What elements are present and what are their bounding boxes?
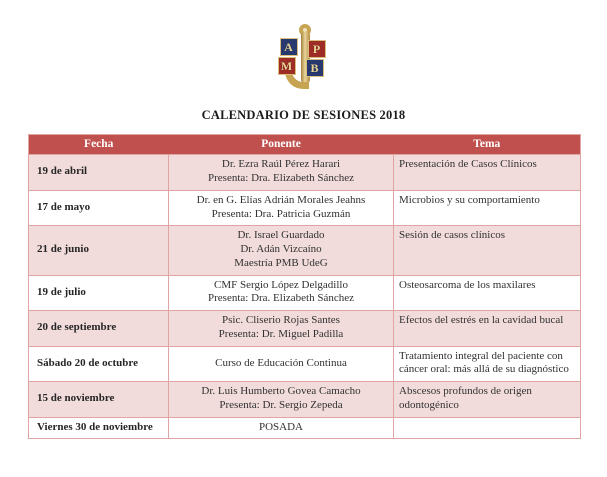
cell-tema: Presentación de Casos Clínicos bbox=[394, 155, 581, 191]
cell-ponente bbox=[169, 417, 394, 439]
column-header-tema: Tema bbox=[394, 135, 581, 155]
page-title: CALENDARIO DE SESIONES 2018 bbox=[201, 108, 406, 122]
ponente-line: POSADA bbox=[258, 420, 303, 433]
ponente-line: Dr. Adán Vizcaíno bbox=[240, 243, 322, 256]
cell-fecha: 20 de septiembre bbox=[29, 311, 169, 347]
column-header-fecha: Fecha bbox=[29, 135, 169, 155]
ponente-line: Curso de Educación Continua bbox=[215, 356, 347, 369]
ponente-line: Presenta: Dra. Patricia Guzmán bbox=[211, 207, 351, 220]
logo-letter-p: P bbox=[308, 40, 326, 58]
cell-tema: Tratamiento integral del paciente con cáncer oral: más allá de su diagnóstico bbox=[394, 346, 581, 382]
ponente-line: Psic. Cliserio Rojas Santes bbox=[222, 314, 340, 327]
table-header bbox=[29, 135, 581, 155]
cell-ponente bbox=[169, 346, 394, 382]
cell-fecha: 19 de julio bbox=[29, 275, 169, 311]
cell-tema: Osteosarcoma de los maxilares bbox=[394, 275, 581, 311]
logo-letter-a: A bbox=[280, 38, 298, 56]
cell-tema: Sesión de casos clínicos bbox=[394, 226, 581, 275]
cell-fecha: 21 de junio bbox=[29, 226, 169, 275]
cell-ponente bbox=[169, 190, 394, 226]
table-row bbox=[29, 190, 581, 226]
ponente-line: Dr. Ezra Raúl Pérez Harari bbox=[221, 158, 341, 171]
cell-tema bbox=[394, 417, 581, 439]
ponente-line: CMF Sergio López Delgadillo bbox=[214, 278, 348, 291]
ponente-line: Presenta: Dra. Elizabeth Sánchez bbox=[208, 172, 354, 185]
table-row bbox=[29, 275, 581, 311]
ponente-line: Presenta: Dr. Sergio Zepeda bbox=[219, 398, 343, 411]
ponente-line: Dr. Luis Humberto Govea Camacho bbox=[201, 385, 361, 398]
ponente-line: Dr. en G. Elías Adrián Morales Jeahns bbox=[196, 193, 366, 206]
ponente-line: Maestría PMB UdeG bbox=[234, 256, 328, 269]
table-header-row bbox=[29, 135, 581, 155]
ponente-line: Presenta: Dra. Elizabeth Sánchez bbox=[208, 292, 354, 305]
cell-fecha: Viernes 30 de noviembre bbox=[29, 417, 169, 439]
column-header-ponente: Ponente bbox=[169, 135, 394, 155]
cell-fecha: 15 de noviembre bbox=[29, 382, 169, 418]
cell-tema: Microbios y su comportamiento bbox=[394, 190, 581, 226]
ponente-line: Presenta: Dr. Miguel Padilla bbox=[218, 327, 344, 340]
table-row bbox=[29, 382, 581, 418]
cell-ponente bbox=[169, 382, 394, 418]
cell-ponente bbox=[169, 311, 394, 347]
apmb-logo bbox=[278, 24, 330, 91]
table-row bbox=[29, 155, 581, 191]
cell-ponente bbox=[169, 226, 394, 275]
cell-tema: Efectos del estrés en la cavidad bucal bbox=[394, 311, 581, 347]
table-row bbox=[29, 226, 581, 275]
logo-letter-b: B bbox=[306, 59, 324, 77]
sessions-table bbox=[28, 134, 581, 439]
cell-fecha: 17 de mayo bbox=[29, 190, 169, 226]
cell-ponente bbox=[169, 155, 394, 191]
cell-tema: Abscesos profundos de origen odontogénico bbox=[394, 382, 581, 418]
cell-ponente bbox=[169, 275, 394, 311]
cell-fecha: Sábado 20 de octubre bbox=[29, 346, 169, 382]
logo-letter-m: M bbox=[278, 57, 296, 75]
ponente-line: Dr. Israel Guardado bbox=[237, 229, 325, 242]
table-row bbox=[29, 346, 581, 382]
table-row bbox=[29, 311, 581, 347]
cell-fecha: 19 de abril bbox=[29, 155, 169, 191]
table-body bbox=[29, 155, 581, 439]
table-row bbox=[29, 417, 581, 439]
